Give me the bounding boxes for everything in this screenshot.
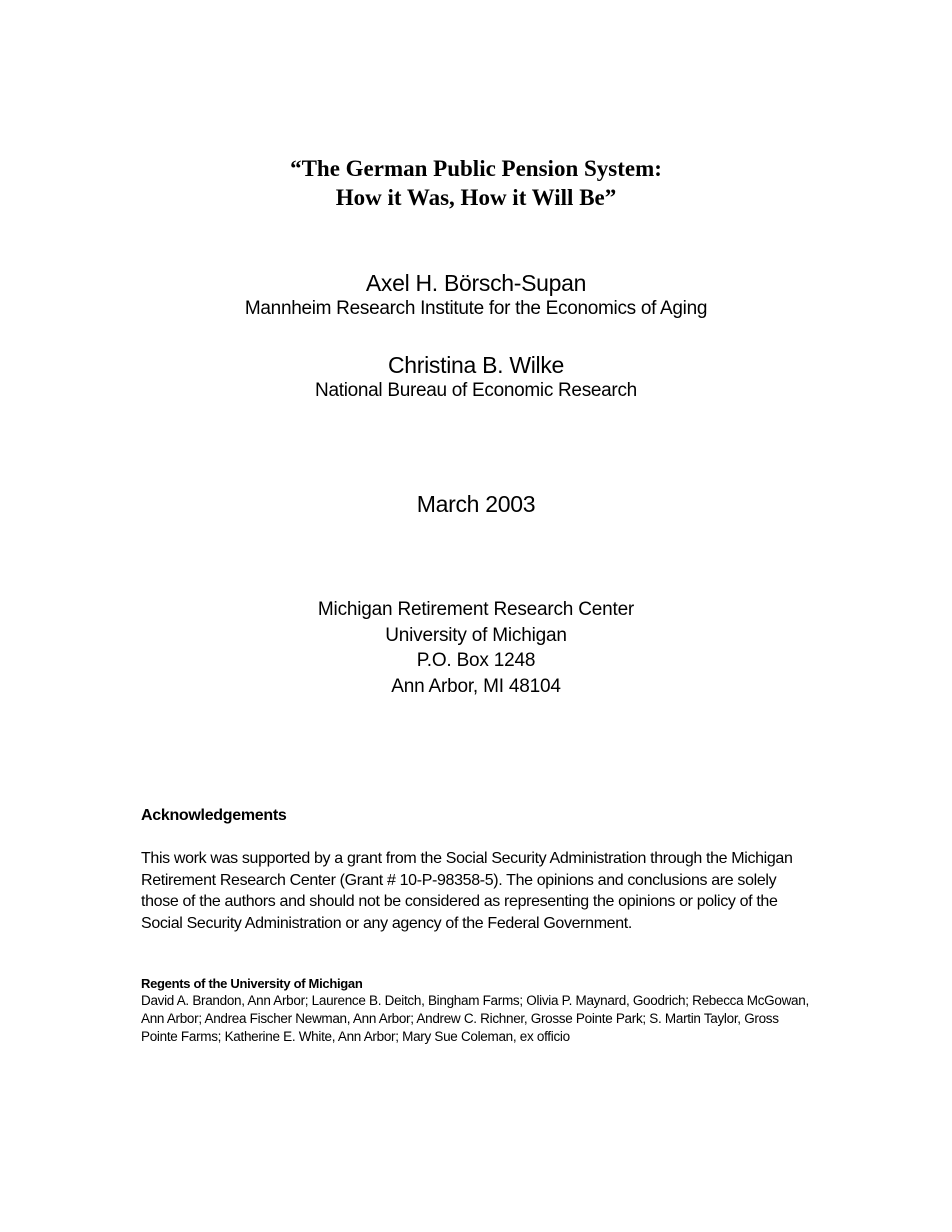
author-name: Christina B. Wilke — [387, 352, 565, 378]
paper-title-line-1: “The German Public Pension System: — [290, 156, 662, 181]
address-block — [0, 597, 952, 699]
address-line: P.O. Box 1248 — [416, 650, 536, 671]
author-affiliation: National Bureau of Economic Research — [315, 380, 637, 401]
acknowledgements-text: This work was supported by a grant from the Social Security Administration through the Michigan Retirement Research Center (Grant # 10-P-98358-5). The opinions and conclusions are solely those of the authors and should not be considered as representing the opinions or policy of the Social Security Administration or any agency of the Federal Government. — [141, 850, 793, 932]
author-block-2 — [0, 351, 952, 403]
author-block-1 — [0, 269, 952, 321]
address-line: Ann Arbor, MI 48104 — [391, 675, 561, 697]
paper-title — [0, 154, 952, 212]
address-line: University of Michigan — [385, 624, 567, 646]
regents-heading: Regents of the University of Michigan — [141, 976, 363, 991]
paper-title-line-2: How it Was, How it Will Be” — [335, 185, 617, 210]
publication-date: March 2003 — [416, 491, 536, 517]
author-name: Axel H. Börsch-Supan — [365, 270, 587, 296]
acknowledgements-heading: Acknowledgements — [141, 807, 287, 824]
regents-list: David A. Brandon, Ann Arbor; Laurence B. Deitch, Bingham Farms; Olivia P. Maynard, Goodrich; Rebecca McGowan, Ann Arbor; Andrea Fischer Newman, Ann Arbor; Andrew C. Richner, Grosse Pointe Park; S. Martin Taylor, Gross Pointe Farms; Katherine E. White, Ann Arbor; Mary Sue Coleman, ex officio — [141, 993, 809, 1045]
address-line: Michigan Retirement Research Center — [317, 599, 635, 620]
author-affiliation: Mannheim Research Institute for the Economics of Aging — [244, 298, 708, 319]
